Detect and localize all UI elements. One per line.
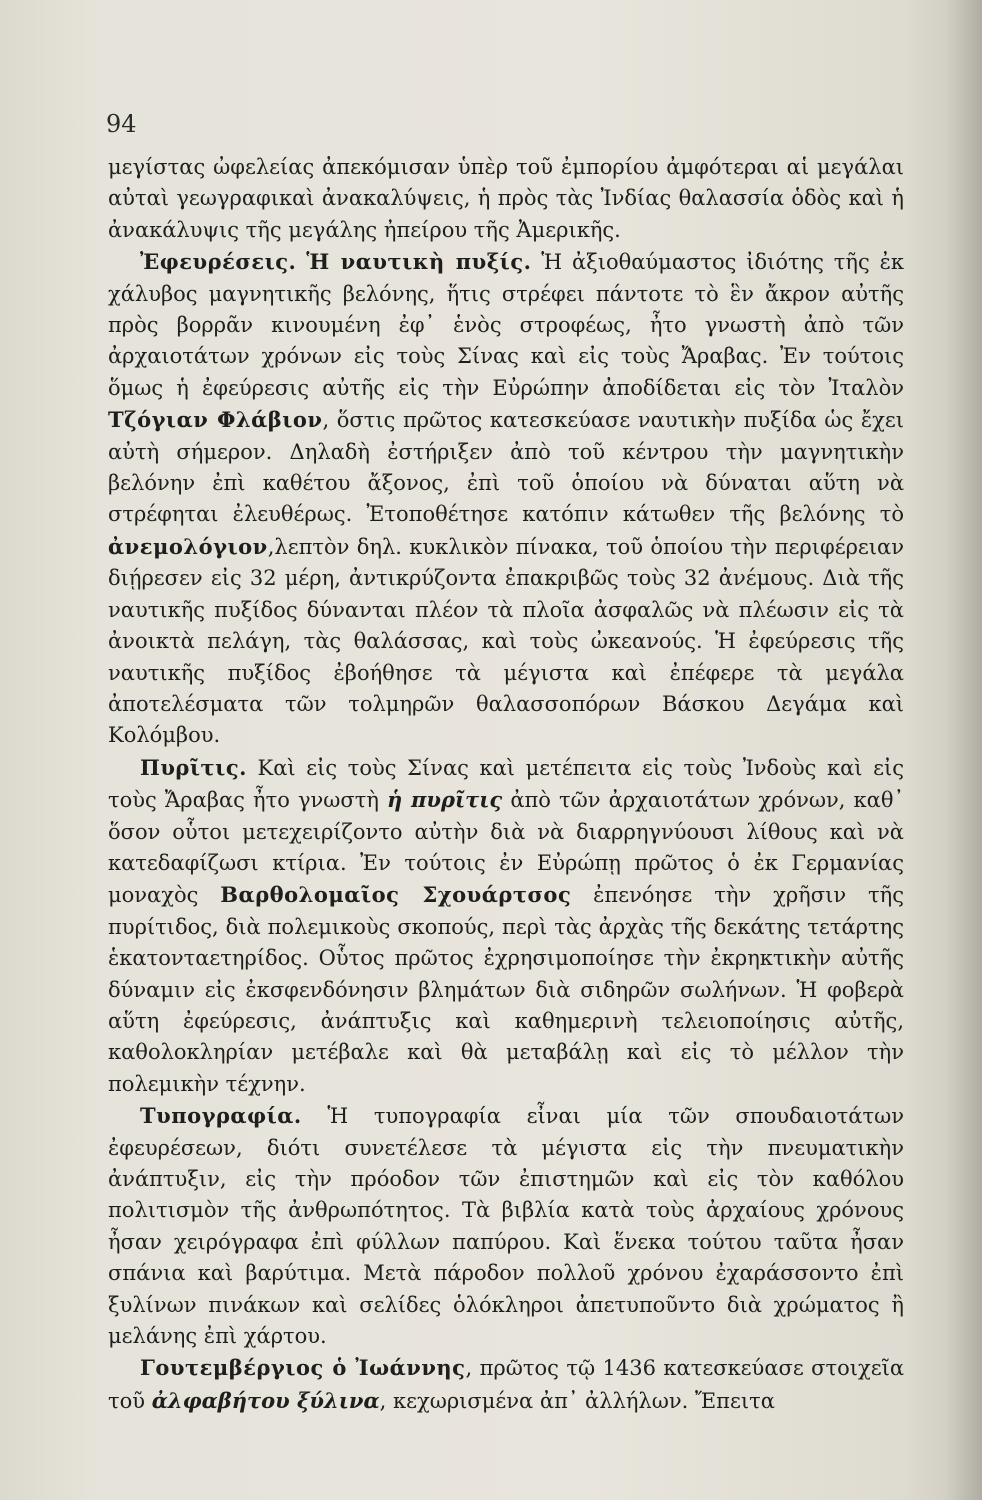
person-name: Γουτεμβέργιος ὁ Ἰωάννης (140, 1355, 466, 1381)
paragraph-text: ἀπὸ τῶν ἀρχαιοτάτων χρόνων, καθ᾽ ὅσον οὗτοι μετεχειρίζοντο αὐτὴν διὰ νὰ διαρρηγνύουσι λίθους καὶ νὰ κατεδαφίζωσι κτίρια. Ἐν τούτοις ἐν Εὐρώπῃ πρῶτος ὁ ἐκ Γερμανίας μοναχὸς (108, 788, 904, 908)
page-body (108, 152, 904, 1417)
compass-paragraph (108, 246, 904, 752)
person-name: Βαρθολομαῖος Σχουάρτσος (220, 882, 572, 908)
gutenberg-paragraph (108, 1352, 904, 1417)
gunpowder-paragraph (108, 752, 904, 1100)
paragraph-text: , πρῶτος τῷ 1436 κατεσκεύασε στοιχεῖα τοῦ (108, 1356, 905, 1413)
paragraph-text: Ἡ ἀξιοθαύμαστος ἰδιότης τῆς ἐκ χάλυβος μαγνητικῆς βελόνης, ἥτις στρέφει πάντοτε τὸ ἓν ἄκρον αὐτῆς πρὸς βορρᾶν κινουμένη ἐφ᾽ ἑνὸς στροφέως, ἦτο γνωστὴ ἀπὸ τῶν ἀρχαιοτάτων χρόνων εἰς τοὺς Σίνας καὶ εἰς τοὺς Ἄραβας. Ἐν τούτοις ὅμως ἡ ἐφεύρεσις αὐτῆς εἰς τὴν Εὐρώπην ἀποδίδεται εἰς τὸν Ἰταλὸν (108, 250, 904, 400)
section-heading: Ἐφευρέσεις. (140, 249, 297, 275)
page-number: 94 (106, 110, 137, 138)
paragraph-text: ἐπενόησε τὴν χρῆσιν τῆς πυρίτιδος, διὰ πολεμικοὺς σκοπούς, περὶ τὰς ἀρχὰς τῆς δεκάτης τετάρτης ἑκατονταετηρίδος. Οὗτος πρῶτος ἐχρησιμοποίησε τὴν ἐκρηκτικὴν αὐτῆς δύναμιν εἰς ἐκσφενδόνησιν βλημάτων διὰ σιδηρῶν σωλήνων. Ἡ φοβερὰ αὕτη ἐφεύρεσις, ἀνάπτυξις καὶ καθημερινὴ τελειοποίησις αὐτῆς, καθολοκληρίαν μετέβαλε καὶ θὰ μεταβάλῃ καὶ εἰς τὸ μέλλον τὴν πολεμικὴν τέχνην. (108, 883, 904, 1096)
paragraph-text: Καὶ εἰς τοὺς Σίνας καὶ μετέπειτα εἰς τοὺς Ἰνδοὺς καὶ εἰς τοὺς Ἄραβας ἦτο γνωστὴ (108, 755, 904, 813)
paragraph-text: , ὅστις πρῶτος κατεσκεύασε ναυτικὴν πυξίδα ὡς ἔχει αὐτὴ σήμερον. Δηλαδὴ ἐστήριξεν ἀπὸ τοῦ κέντρου τὴν μαγνητικὴν βελόνην ἐπὶ καθέτου ἄξονος, ἐπὶ τοῦ ὁποίου νὰ δύναται αὕτη νὰ στρέφηται ἐλευθέρως. Ἐτοποθέτησε κατόπιν κάτωθεν τῆς βελόνης τὸ (108, 408, 904, 527)
key-term: ἀνεμολόγιον (108, 533, 268, 559)
section-heading: Τυπογραφία. (140, 1103, 302, 1129)
typography-paragraph (108, 1100, 904, 1352)
section-heading: Πυρῖτις. (140, 754, 247, 780)
subsection-heading: Ἡ ναυτικὴ πυξίς. (306, 249, 532, 275)
paragraph-text: Ἡ τυπογραφία εἶναι μία τῶν σπουδαιοτάτων ἐφευρέσεων, διότι συνετέλεσε τὰ μέγιστα εἰς τὴν πνευματικὴν ἀνάπτυξιν, εἰς τὴν πρόοδον τῶν ἐπιστημῶν καὶ εἰς τὸν καθόλου πολιτισμὸν τῆς ἀνθρωπότητος. Τὰ βιβλία κατὰ τοὺς ἀρχαίους χρόνους ἦσαν χειρόγραφα ἐπὶ φύλλων παπύρου. Καὶ ἕνεκα τούτου ταῦτα ἦσαν σπάνια καὶ βαρύτιμα. Μετὰ πάροδον πολλοῦ χρόνου ἐχαράσσοντο ἐπὶ ξυλίνων πινάκων καὶ σελίδες ὁλόκληροι ἀπετυποῦντο διὰ χρώματος ἢ μελάνης ἐπὶ χάρτου. (108, 1104, 904, 1349)
page-edge-shadow (946, 0, 982, 1500)
continuation-paragraph: μεγίστας ὠφελείας ἀπεκόμισαν ὑπὲρ τοῦ ἐμπορίου ἀμφότεραι αἱ μεγάλαι αὐταὶ γεωγραφικαὶ ἀνακαλύψεις, ἡ πρὸς τὰς Ἰνδίας θαλασσία ὁδὸς καὶ ἡ ἀνακάλυψις τῆς μεγάλης ἠπείρου τῆς Ἀμερικῆς. (108, 155, 904, 242)
person-name: Τζόγιαν Φλάβιον (108, 407, 323, 433)
key-term: ἡ πυρῖτις (387, 787, 503, 813)
paragraph-text: , κεχωρισμένα ἀπ᾽ ἀλλήλων. Ἔπειτα (379, 1388, 775, 1413)
key-term: ἀλφαβήτου ξύλινα (151, 1387, 380, 1413)
paragraph-text: ,λεπτὸν δηλ. κυκλικὸν πίνακα, τοῦ ὁποίου τὴν περιφέρειαν διῄρεσεν εἰς 32 μέρη, ἀντικρύζοντα ἐπακριβῶς τοὺς 32 ἀνέμους. Διὰ τῆς ναυτικῆς πυξίδος δύνανται πλέον τὰ πλοῖα ἀσφαλῶς νὰ πλέωσιν εἰς τὰ ἀνοικτὰ πελάγη, τὰς θαλάσσας, καὶ τοὺς ὠκεανούς. Ἡ ἐφεύρεσις τῆς ναυτικῆς πυξίδος ἐβοήθησε τὰ μέγιστα καὶ ἐπέφερε τὰ μεγάλα ἀποτελέσματα τῶν τολμηρῶν θαλασσοπόρων Βάσκου Δεγάμα καὶ Κολόμβου. (108, 534, 904, 748)
